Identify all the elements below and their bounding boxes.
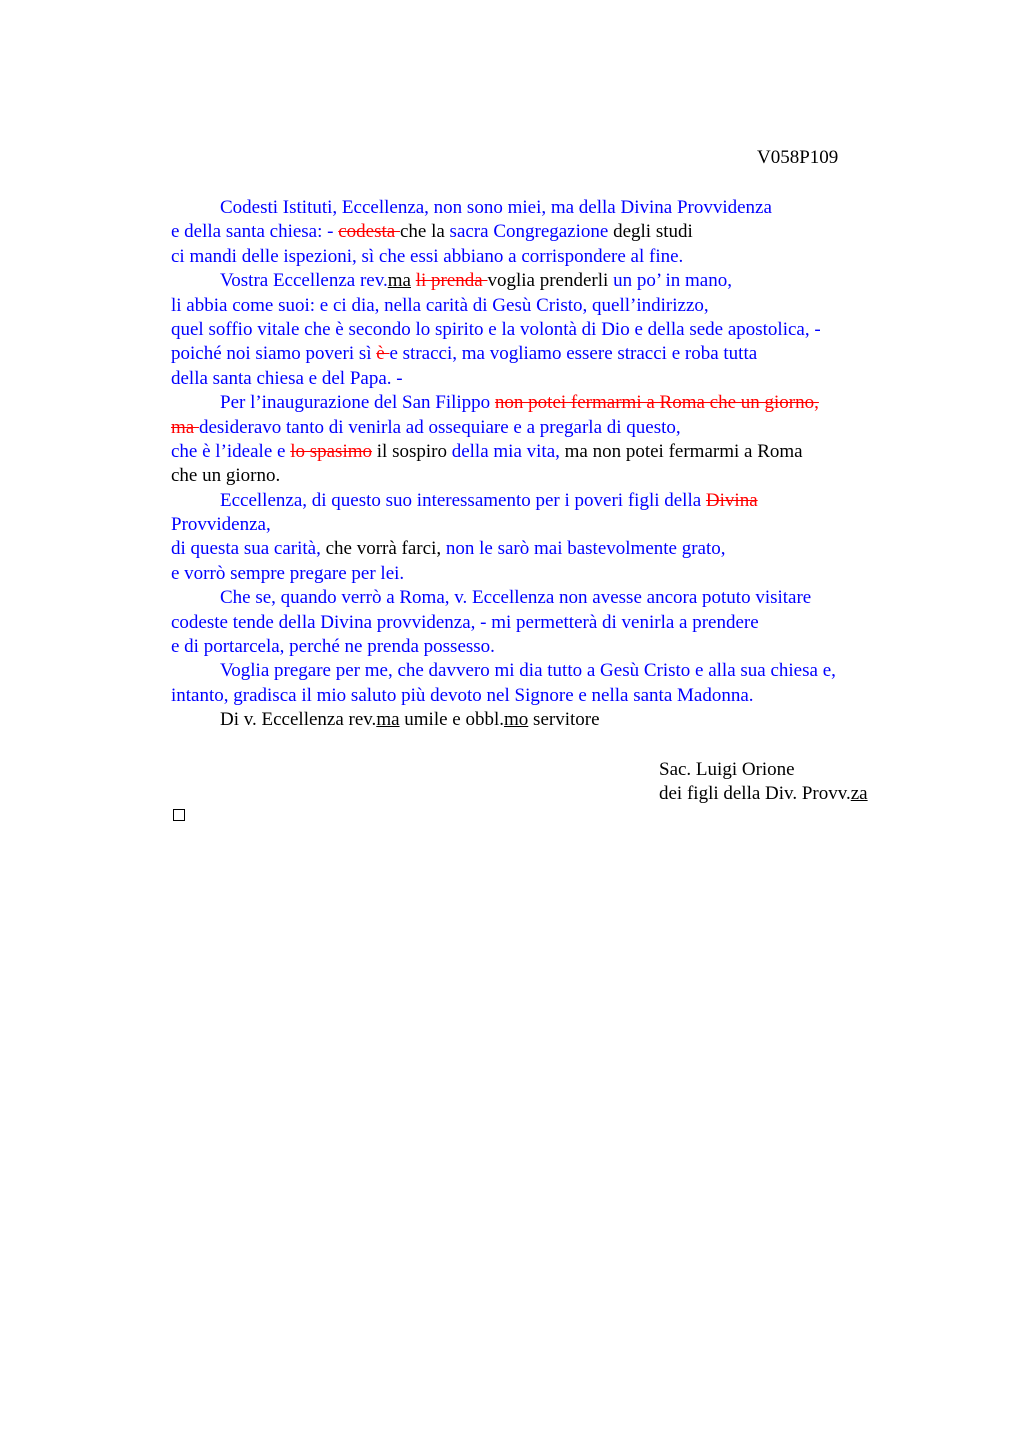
letter-line <box>171 245 931 269</box>
original-text: servitore <box>528 709 600 731</box>
letter-line <box>171 611 931 635</box>
added-text: intanto, gradisca il mio saluto più devoto nel Signore e nella santa Madonna. <box>171 684 754 706</box>
added-text: Per l’inaugurazione del San Filippo <box>220 392 495 414</box>
signature-title <box>659 782 868 806</box>
original-text: il sospiro <box>372 440 452 462</box>
letter-line <box>171 659 931 683</box>
checkbox-square-icon <box>173 809 185 821</box>
added-text: e di portarcela, perché ne prenda possesso. <box>171 636 495 658</box>
original-text: ma non potei fermarmi a Roma <box>559 440 803 462</box>
added-text: Voglia pregare per me, che davvero mi dia tutto a Gesù Cristo e alla sua chiesa e, <box>220 660 836 682</box>
added-text: della santa chiesa e del Papa. - <box>171 367 403 389</box>
abbrev-text: ma <box>376 709 400 731</box>
original-text: degli studi <box>608 221 693 243</box>
letter-line <box>171 684 931 708</box>
added-text: non le sarò mai bastevolmente grato, <box>445 538 726 560</box>
letter-line <box>171 416 931 440</box>
original-text: che vorrà farci, <box>320 538 446 560</box>
added-text: Provvidenza, <box>171 514 271 536</box>
deleted-text: li prenda <box>415 270 488 292</box>
added-text: un po’ in mano, <box>613 270 732 292</box>
deleted-text: ma <box>171 416 199 438</box>
added-text: della mia vita, <box>451 440 560 462</box>
original-text: che la <box>399 221 450 243</box>
deleted-text: lo spasimo <box>290 440 373 462</box>
added-text: che è l’ideale e <box>171 440 291 462</box>
added-text: codeste tende della Divina provvidenza, - mi permetterà di venirla a prendere <box>171 611 759 633</box>
signature-name: Sac. Luigi Orione <box>659 759 795 780</box>
letter-line <box>171 318 931 342</box>
original-text: Di v. Eccellenza rev. <box>220 709 377 731</box>
added-text: e stracci, ma vogliamo essere stracci e roba tutta <box>389 343 758 365</box>
signature-title-abbrev: za <box>850 783 868 805</box>
signature-block <box>659 758 868 807</box>
added-text: sacra Congregazione <box>449 221 609 243</box>
abbrev-text: mo <box>504 709 529 731</box>
added-text: Che se, quando verrò a Roma, v. Eccellenza non avesse ancora potuto visitare <box>220 587 812 609</box>
deleted-text: non potei fermarmi a Roma che un giorno, <box>494 392 819 414</box>
added-text: Vostra Eccellenza rev. <box>220 270 388 292</box>
deleted-text: codesta <box>338 221 400 243</box>
letter-line <box>171 489 931 513</box>
added-text: poiché noi siamo poveri sì <box>171 343 377 365</box>
letter-line <box>171 391 931 415</box>
letter-line <box>171 220 931 244</box>
letter-body <box>171 196 931 733</box>
letter-line <box>171 537 931 561</box>
letter-line <box>171 440 931 464</box>
added-text: ci mandi delle ispezioni, sì che essi abbiano a corrispondere al fine. <box>171 245 684 267</box>
original-text: umile e obbl. <box>399 709 505 731</box>
letter-line <box>171 294 931 318</box>
deleted-text: Divina <box>705 489 758 511</box>
signature-title-text: dei figli della Div. Provv. <box>659 783 851 805</box>
letter-line <box>171 367 931 391</box>
deleted-text: è <box>376 343 390 365</box>
letter-line <box>171 586 931 610</box>
added-text: di questa sua carità, <box>171 538 321 560</box>
letter-line <box>171 562 931 586</box>
letter-line <box>171 635 931 659</box>
letter-line <box>171 513 931 537</box>
added-text: Eccellenza, di questo suo interessamento per i poveri figli della <box>220 489 706 511</box>
letter-line <box>171 269 931 293</box>
added-text: e della santa chiesa: - <box>171 221 339 243</box>
added-text: quel soffio vitale che è secondo lo spirito e la volontà di Dio e della sede apostolica, - <box>171 318 821 340</box>
original-text: che un giorno. <box>171 465 281 487</box>
document-code: V058P109 <box>757 147 839 168</box>
added-text: e vorrò sempre pregare per lei. <box>171 562 405 584</box>
added-text: li abbia come suoi: e ci dia, nella carità di Gesù Cristo, quell’indirizzo, <box>171 294 709 316</box>
letter-line <box>171 708 931 732</box>
original-text: voglia prenderli <box>487 270 614 292</box>
abbrev-text: ma <box>387 270 411 292</box>
letter-line <box>171 196 931 220</box>
added-text: desideravo tanto di venirla ad ossequiare e a pregarla di questo, <box>198 416 681 438</box>
letter-line <box>171 342 931 366</box>
added-text: Codesti Istituti, Eccellenza, non sono miei, ma della Divina Provvidenza <box>220 197 772 218</box>
letter-line <box>171 464 931 488</box>
